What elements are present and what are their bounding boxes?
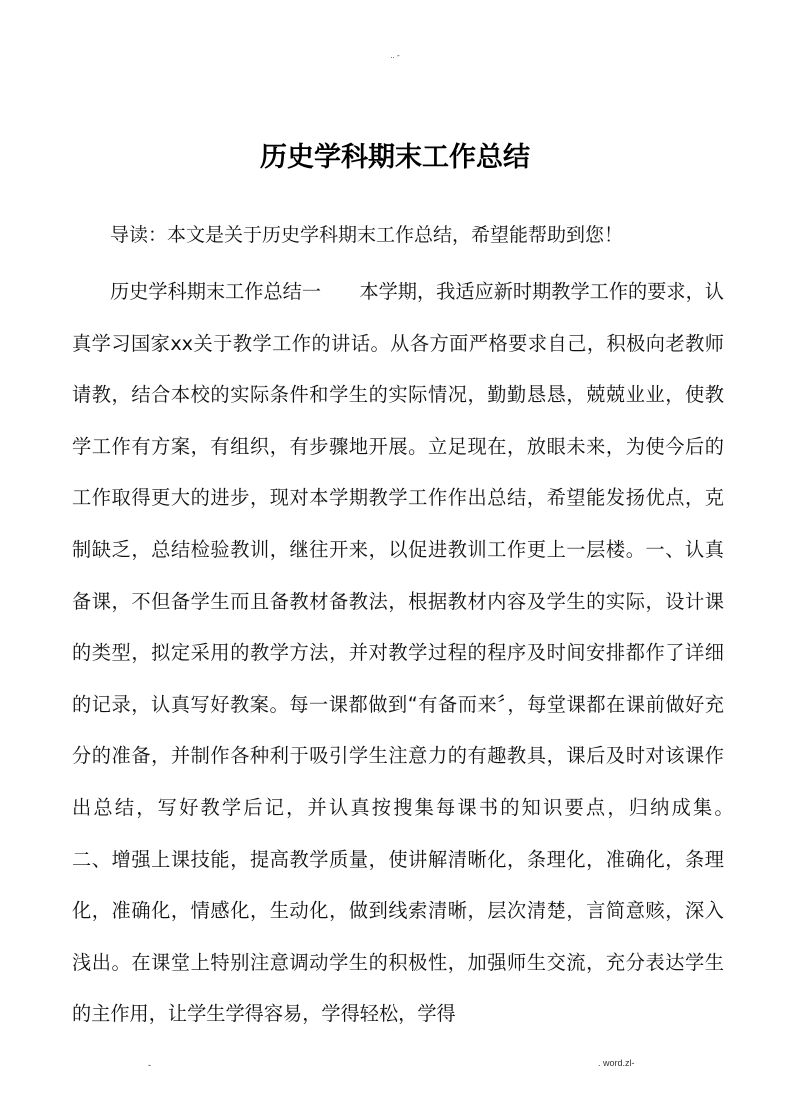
document-title: 历史学科期末工作总结 bbox=[260, 142, 530, 173]
footer-right-mark: . word.zl- bbox=[598, 1058, 635, 1068]
footer-left-mark: - bbox=[148, 1060, 151, 1070]
intro-paragraph: 导读：本文是关于历史学科期末工作总结，希望能帮助到您！ bbox=[110, 224, 624, 246]
body-paragraph: 历史学科期末工作总结一 本学期，我适应新时期教学工作的要求，认真学习国家xx关于教学工作的讲话。从各方面严格要求自己，积极向老教师请教，结合本校的实际条件和学生的实际情况，勤勤恳恳，兢兢业业，使教学工作有方案，有组织，有步骤地开展。立足现在，放眼未来，为使今后的工作取得更大的进步，现对本学期教学工作作出总结，希望能发扬优点，克制缺乏，总结检验教训，继往开来，以促进教训工作更上一层楼。一、认真备课，不但备学生而且备教材备教法，根据教材内容及学生的实际，设计课的类型，拟定采用的教学方法，并对教学过程的程序及时间安排都作了详细的记录，认真写好教案。每一课都做到“有备而来〞，每堂课都在课前做好充分的准备，并制作各种利于吸引学生注意力的有趣教具，课后及时对该课作出总结，写好教学后记，并认真按搜集每课书的知识要点，归纳成集。 二、增强上课技能，提高教学质量，使讲解清晰化，条理化，准确化，条理化，准确化，情感化，生动化，做到线索清晰，层次清楚，言简意赅，深入浅出。在课堂上特别注意调动学生的积极性，加强师生交流，充分表达学生的主作用，让学生学得容易，学得轻松，学得 bbox=[72, 280, 763, 1026]
header-mark: .. - bbox=[390, 51, 400, 60]
